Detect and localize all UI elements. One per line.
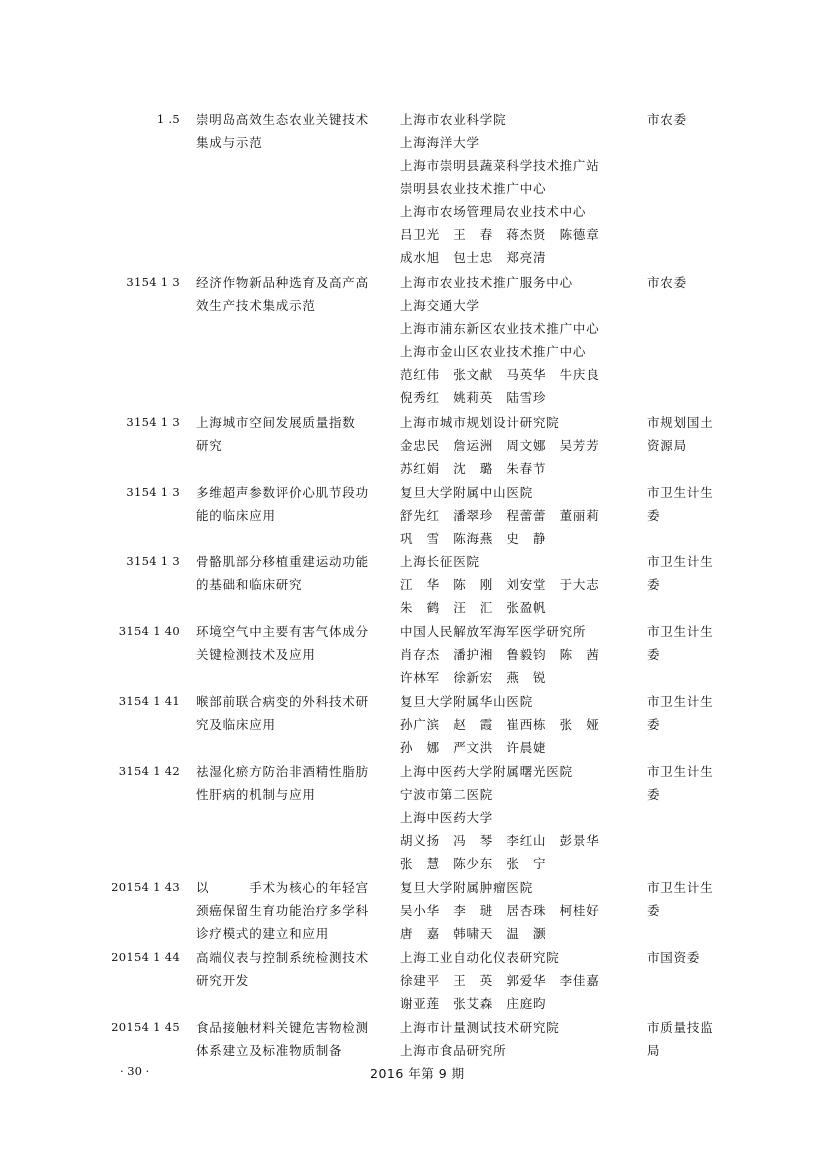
unit-line: 上海长征医院 bbox=[400, 554, 480, 569]
project-title bbox=[196, 946, 386, 992]
unit-line: 成水旭 包士忠 郑亮清 bbox=[400, 250, 547, 265]
project-title-line: 食品接触材料关键危害物检测 bbox=[196, 1020, 369, 1035]
project-code: 3154 1 40 bbox=[118, 624, 180, 638]
department-line: 市质量技监 bbox=[647, 1020, 714, 1035]
units-and-persons bbox=[400, 550, 635, 619]
unit-line: 胡义扬 冯 琴 李红山 彭景华 bbox=[400, 833, 600, 848]
recommending-department bbox=[647, 1016, 737, 1062]
unit-line: 上海市城市规划设计研究院 bbox=[400, 415, 560, 430]
department-line: 委 bbox=[647, 647, 661, 662]
units-and-persons bbox=[400, 108, 635, 269]
unit-line: 上海市农场管理局农业技术中心 bbox=[400, 204, 587, 219]
unit-line: 朱 鹤 汪 汇 张盈帆 bbox=[400, 600, 547, 615]
unit-line: 肖存杰 潘护湘 鲁毅钧 陈 茜 bbox=[400, 647, 600, 662]
unit-line: 吕卫光 王 春 蒋杰贤 陈德章 bbox=[400, 227, 600, 242]
department-line: 市农委 bbox=[647, 275, 687, 290]
recommending-department bbox=[647, 481, 737, 527]
department-line: 委 bbox=[647, 508, 661, 523]
unit-line: 张 慧 陈少东 张 宁 bbox=[400, 856, 547, 871]
unit-line: 范红伟 张文献 马英华 牛庆良 bbox=[400, 367, 600, 382]
project-title-line: 经济作物新品种选育及高产高 bbox=[196, 275, 369, 290]
unit-line: 上海市农业技术推广服务中心 bbox=[400, 275, 573, 290]
project-title-line: 高端仪表与控制系统检测技术 bbox=[196, 950, 369, 965]
unit-line: 上海中医药大学附属曙光医院 bbox=[400, 764, 573, 779]
unit-line: 复旦大学附属华山医院 bbox=[400, 694, 534, 709]
project-title-line: 能的临床应用 bbox=[196, 508, 276, 523]
department-line: 市卫生计生 bbox=[647, 485, 714, 500]
project-code: 20154 1 45 bbox=[111, 1020, 180, 1034]
recommending-department bbox=[647, 620, 737, 666]
department-line: 市国资委 bbox=[647, 950, 701, 965]
project-code: 20154 1 43 bbox=[111, 880, 180, 894]
unit-line: 上海市计量测试技术研究院 bbox=[400, 1020, 560, 1035]
unit-line: 复旦大学附属中山医院 bbox=[400, 485, 534, 500]
project-title bbox=[196, 411, 386, 457]
unit-line: 上海市食品研究所 bbox=[400, 1043, 507, 1058]
unit-line: 孙广滨 赵 霞 崔西栋 张 娅 bbox=[400, 717, 600, 732]
project-title-line: 研究 bbox=[196, 438, 223, 453]
project-title bbox=[196, 481, 386, 527]
project-title-line: 崇明岛高效生态农业关键技术 bbox=[196, 112, 369, 127]
project-code: 1 .5 bbox=[156, 112, 180, 126]
project-title-line: 多维超声参数评价心肌节段功 bbox=[196, 485, 369, 500]
page-number: · 30 · bbox=[120, 1064, 150, 1078]
project-title-line: 集成与示范 bbox=[196, 135, 263, 150]
project-title-line: 关键检测技术及应用 bbox=[196, 647, 316, 662]
department-line: 委 bbox=[647, 787, 661, 802]
unit-line: 谢亚莲 张艾森 庄庭昀 bbox=[400, 996, 547, 1011]
project-title bbox=[196, 876, 386, 945]
project-title-line: 诊疗模式的建立和应用 bbox=[196, 926, 330, 941]
unit-line: 上海工业自动化仪表研究院 bbox=[400, 950, 560, 965]
project-code: 20154 1 44 bbox=[111, 950, 180, 964]
department-line: 市卫生计生 bbox=[647, 554, 714, 569]
project-title-line: 研究开发 bbox=[196, 973, 250, 988]
project-title-line: 颈癌保留生育功能治疗多学科 bbox=[196, 903, 369, 918]
unit-line: 江 华 陈 刚 刘安堂 于大志 bbox=[400, 577, 600, 592]
units-and-persons bbox=[400, 481, 635, 550]
recommending-department bbox=[647, 946, 737, 969]
department-line: 市卫生计生 bbox=[647, 624, 714, 639]
project-title bbox=[196, 760, 386, 806]
units-and-persons bbox=[400, 271, 635, 409]
department-line: 市规划国土 bbox=[647, 415, 714, 430]
unit-line: 宁波市第二医院 bbox=[400, 787, 494, 802]
unit-line: 吴小华 李 琎 居杏珠 柯桂好 bbox=[400, 903, 600, 918]
unit-line: 徐建平 王 英 郭爱华 李佳嘉 bbox=[400, 973, 600, 988]
unit-line: 上海市金山区农业技术推广中心 bbox=[400, 344, 587, 359]
project-title-line: 效生产技术集成示范 bbox=[196, 298, 316, 313]
unit-line: 舒先红 潘翠珍 程蕾蕾 董丽莉 bbox=[400, 508, 600, 523]
unit-line: 苏红娟 沈 璐 朱春节 bbox=[400, 461, 547, 476]
units-and-persons bbox=[400, 876, 635, 945]
recommending-department bbox=[647, 876, 737, 922]
units-and-persons bbox=[400, 690, 635, 759]
project-title-line: 祛湿化瘀方防治非酒精性脂肪 bbox=[196, 764, 369, 779]
project-title bbox=[196, 271, 386, 317]
unit-line: 唐 嘉 韩啸天 温 灏 bbox=[400, 926, 547, 941]
project-title-line: 性肝病的机制与应用 bbox=[196, 787, 316, 802]
department-line: 委 bbox=[647, 717, 661, 732]
unit-line: 上海市浦东新区农业技术推广中心 bbox=[400, 321, 600, 336]
units-and-persons bbox=[400, 946, 635, 1015]
unit-line: 孙 娜 严文洪 许晨婕 bbox=[400, 740, 547, 755]
unit-line: 巩 雪 陈海燕 史 静 bbox=[400, 531, 547, 546]
unit-line: 崇明县农业技术推广中心 bbox=[400, 181, 547, 196]
project-title-line: 以 手术为核心的年轻宫 bbox=[196, 880, 369, 895]
department-line: 市卫生计生 bbox=[647, 880, 714, 895]
project-code: 3154 1 3 bbox=[126, 275, 180, 289]
recommending-department bbox=[647, 550, 737, 596]
project-title-line: 究及临床应用 bbox=[196, 717, 276, 732]
recommending-department bbox=[647, 760, 737, 806]
unit-line: 中国人民解放军海军医学研究所 bbox=[400, 624, 587, 639]
units-and-persons bbox=[400, 411, 635, 480]
units-and-persons bbox=[400, 620, 635, 689]
units-and-persons bbox=[400, 760, 635, 875]
project-title-line: 的基础和临床研究 bbox=[196, 577, 303, 592]
unit-line: 复旦大学附属肿瘤医院 bbox=[400, 880, 534, 895]
department-line: 市卫生计生 bbox=[647, 764, 714, 779]
department-line: 市卫生计生 bbox=[647, 694, 714, 709]
project-title bbox=[196, 620, 386, 666]
project-title-line: 骨骼肌部分移植重建运动功能 bbox=[196, 554, 369, 569]
unit-line: 金忠民 詹运洲 周文娜 吴芳芳 bbox=[400, 438, 600, 453]
recommending-department bbox=[647, 690, 737, 736]
unit-line: 许林军 徐新宏 燕 锐 bbox=[400, 670, 547, 685]
units-and-persons bbox=[400, 1016, 635, 1062]
department-line: 委 bbox=[647, 903, 661, 918]
project-code: 3154 1 3 bbox=[126, 485, 180, 499]
project-code: 3154 1 3 bbox=[126, 554, 180, 568]
recommending-department bbox=[647, 108, 737, 131]
recommending-department bbox=[647, 271, 737, 294]
project-title bbox=[196, 550, 386, 596]
project-code: 3154 1 42 bbox=[118, 764, 180, 778]
project-title-line: 喉部前联合病变的外科技术研 bbox=[196, 694, 369, 709]
issue-label: 2016 年第 9 期 bbox=[370, 1066, 465, 1081]
department-line: 局 bbox=[647, 1043, 661, 1058]
project-title bbox=[196, 1016, 386, 1062]
recommending-department bbox=[647, 411, 737, 457]
page-footer bbox=[0, 1064, 827, 1084]
project-title-line: 体系建立及标准物质制备 bbox=[196, 1043, 343, 1058]
project-title-line: 上海城市空间发展质量指数 bbox=[196, 415, 356, 430]
unit-line: 上海交通大学 bbox=[400, 298, 480, 313]
project-code: 3154 1 3 bbox=[126, 415, 180, 429]
unit-line: 上海市农业科学院 bbox=[400, 112, 507, 127]
project-code: 3154 1 41 bbox=[118, 694, 180, 708]
unit-line: 上海海洋大学 bbox=[400, 135, 480, 150]
unit-line: 上海中医药大学 bbox=[400, 810, 494, 825]
department-line: 委 bbox=[647, 577, 661, 592]
project-title-line: 环境空气中主要有害气体成分 bbox=[196, 624, 369, 639]
project-title bbox=[196, 690, 386, 736]
project-title bbox=[196, 108, 386, 154]
department-line: 资源局 bbox=[647, 438, 687, 453]
unit-line: 倪秀红 姚莉英 陆雪珍 bbox=[400, 390, 547, 405]
unit-line: 上海市崇明县蔬菜科学技术推广站 bbox=[400, 158, 600, 173]
department-line: 市农委 bbox=[647, 112, 687, 127]
